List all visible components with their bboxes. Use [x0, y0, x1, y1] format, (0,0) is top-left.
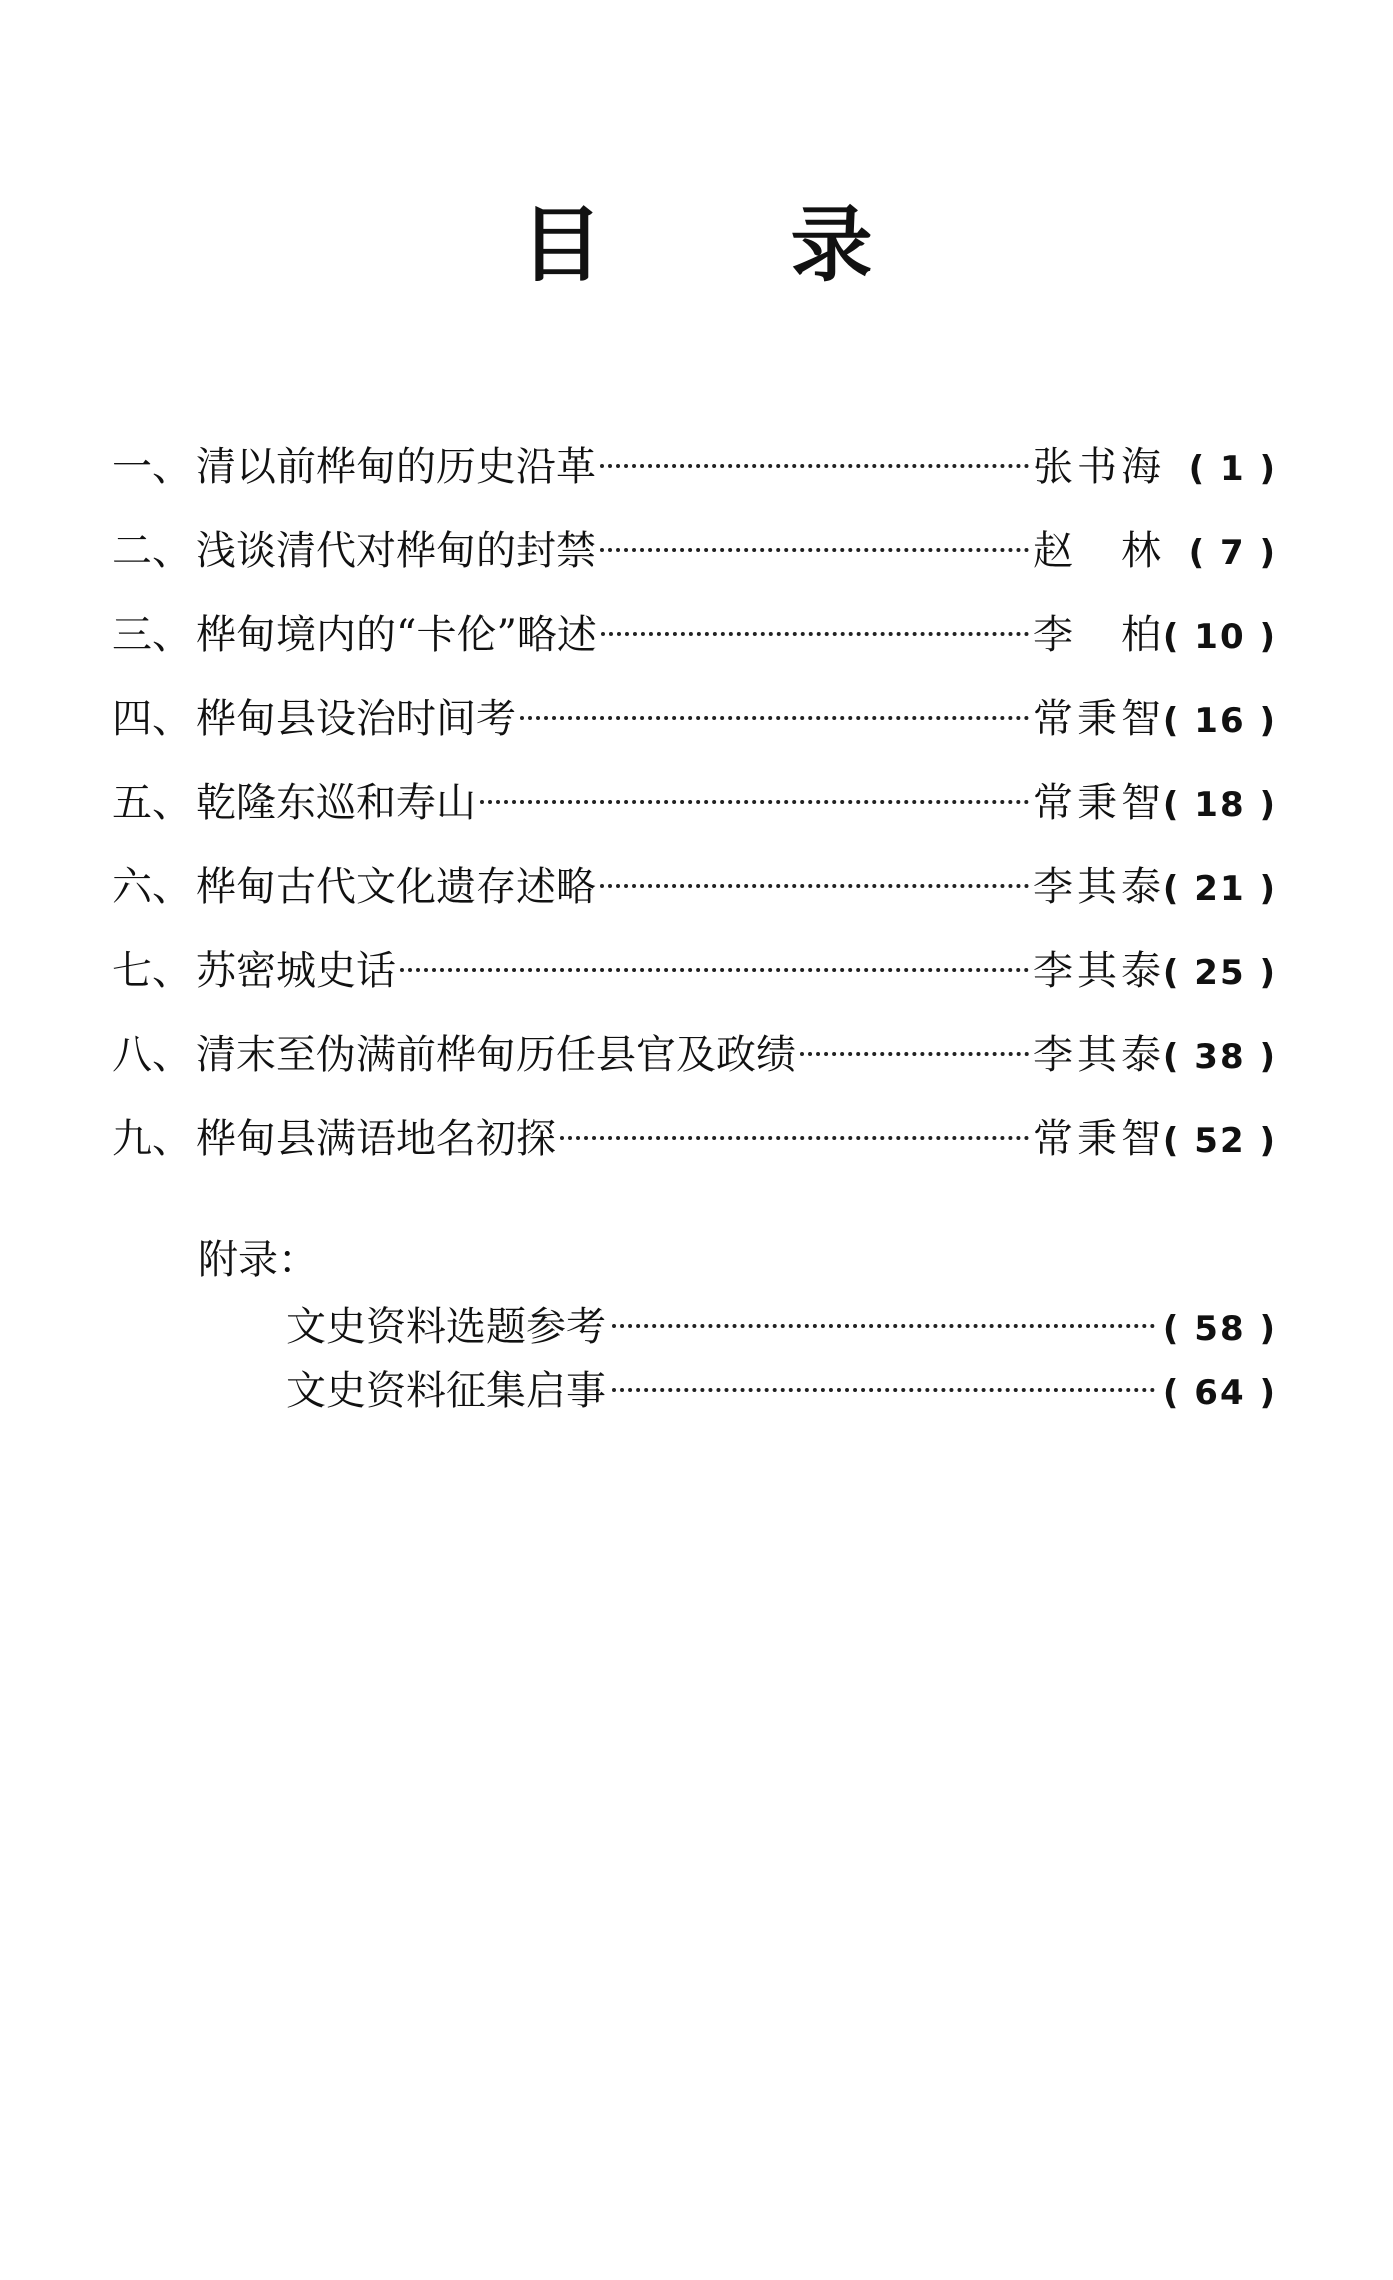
- entry-title: 乾隆东巡和寿山: [196, 780, 476, 826]
- entry-author: 常秉智: [1033, 1116, 1161, 1162]
- entry-page: ( 16 ): [1162, 701, 1277, 741]
- entry-page: ( 52 ): [1162, 1121, 1277, 1161]
- page-title: [0, 180, 1393, 297]
- toc-entry: [112, 509, 1277, 593]
- dot-leader: [601, 632, 1029, 636]
- entry-number: 三、: [112, 612, 192, 658]
- appendix-label: 附录：: [198, 1237, 318, 1283]
- dot-leader: [612, 1388, 1155, 1392]
- dot-leader: [600, 464, 1029, 468]
- entry-title: 桦甸古代文化遗存述略: [196, 864, 596, 910]
- entry-number: 二、: [112, 528, 192, 574]
- toc-list: [112, 425, 1277, 1181]
- toc-entry: [112, 845, 1277, 929]
- appendix-entry: [286, 1359, 1277, 1423]
- entry-number: 四、: [112, 696, 192, 742]
- entry-page: ( 18 ): [1162, 785, 1277, 825]
- entry-title: 清以前桦甸的历史沿革: [196, 444, 596, 490]
- entry-title: 清末至伪满前桦甸历任县官及政绩: [196, 1032, 796, 1078]
- toc-entry: [112, 761, 1277, 845]
- entry-author: 李其泰: [1033, 1032, 1161, 1078]
- toc-entry: [112, 593, 1277, 677]
- entry-page: ( 7 ): [1188, 533, 1277, 573]
- entry-author: 李其泰: [1033, 948, 1161, 994]
- entry-title: 桦甸县满语地名初探: [196, 1116, 556, 1162]
- entry-page: ( 21 ): [1162, 869, 1277, 909]
- dot-leader: [520, 716, 1029, 720]
- entry-author: 李其泰: [1033, 864, 1161, 910]
- entry-number: 九、: [112, 1116, 192, 1162]
- entry-page: ( 10 ): [1162, 617, 1277, 657]
- dot-leader: [612, 1324, 1155, 1328]
- dot-leader: [480, 800, 1029, 804]
- toc-entry: [112, 1097, 1277, 1181]
- appendix-entry-title: 文史资料选题参考: [286, 1304, 606, 1350]
- entry-number: 八、: [112, 1032, 192, 1078]
- entry-author: 赵 林: [1033, 528, 1161, 574]
- entry-page: ( 1 ): [1188, 449, 1277, 489]
- appendix-entry: [286, 1295, 1277, 1359]
- entry-title: 浅谈清代对桦甸的封禁: [196, 528, 596, 574]
- entry-page: ( 25 ): [1162, 953, 1277, 993]
- dot-leader: [800, 1052, 1029, 1056]
- dot-leader: [600, 884, 1029, 888]
- entry-number: 五、: [112, 780, 192, 826]
- entry-title: 桦甸境内的“卡伦”略述: [196, 612, 597, 658]
- title-char-1: 目: [520, 198, 603, 293]
- toc-entry: [112, 677, 1277, 761]
- entry-title: 桦甸县设治时间考: [196, 696, 516, 742]
- entry-author: 常秉智: [1033, 696, 1161, 742]
- appendix-entry-page: ( 58 ): [1162, 1309, 1277, 1349]
- entry-number: 一、: [112, 444, 192, 490]
- entry-author: 李 柏: [1033, 612, 1161, 658]
- entry-author: 常秉智: [1033, 780, 1161, 826]
- entry-number: 六、: [112, 864, 192, 910]
- appendix-entry-title: 文史资料征集启事: [286, 1368, 606, 1414]
- entry-title: 苏密城史话: [196, 948, 396, 994]
- dot-leader: [560, 1136, 1029, 1140]
- entry-number: 七、: [112, 948, 192, 994]
- toc-entry: [112, 1013, 1277, 1097]
- dot-leader: [400, 968, 1029, 972]
- title-char-2: 录: [790, 198, 873, 293]
- dot-leader: [600, 548, 1029, 552]
- entry-author: 张书海: [1033, 444, 1161, 490]
- appendix-entry-page: ( 64 ): [1162, 1373, 1277, 1413]
- entry-page: ( 38 ): [1162, 1037, 1277, 1077]
- toc-entry: [112, 929, 1277, 1013]
- toc-entry: [112, 425, 1277, 509]
- appendix-section: [198, 1225, 1277, 1423]
